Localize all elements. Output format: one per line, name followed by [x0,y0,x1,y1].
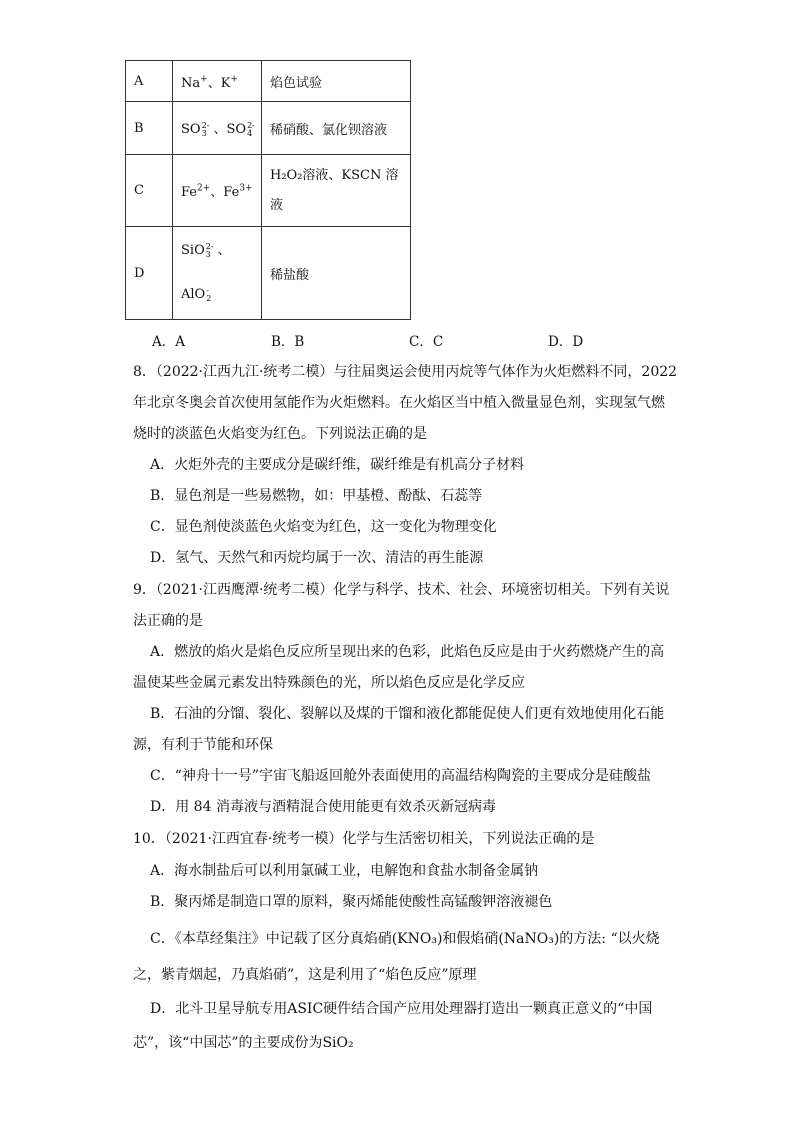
q9-option-a-cont: 温使某些金属元素发出特殊颜色的光，所以焰色反应是化学反应 [133,675,525,691]
option-label: B [126,102,173,155]
q8-stem-line: 8．（2022·江西九江·统考二模）与往届奥运会使用丙烷等气体作为火炬燃料不同，2022 [133,364,678,380]
q9-stem-line: 9．（2021·江西鹰潭·统考二模）化学与科学、技术、社会、环境密切相关。下列有关说 [133,582,670,598]
table-row [126,227,411,320]
q9-option-d: D．用 84 消毒液与酒精混合使用能更有效杀灭新冠病毒 [150,799,496,815]
q10-stem-line: 10．（2021·江西宜春·统考一模）化学与生活密切相关，下列说法正确的是 [133,831,595,847]
q9-option-a: A．燃放的焰火是焰色反应所呈现出来的色彩，此焰色反应是由于火药燃烧产生的高 [150,644,665,660]
q10-option-d: D．北斗卫星导航专用ASIC硬件结合国产应用处理器打造出一颗真正意义的“中国 [150,1001,653,1017]
reagent-line: H₂O₂溶液、KSCN 溶 [270,167,399,183]
option-label: A [126,61,173,102]
q10-option-c: C．《本草经集注》中记载了区分真焰硝(KNO₃)和假焰硝(NaNO₃)的方法: “以火烧 [150,931,660,947]
q9-stem-line: 法正确的是 [133,613,203,629]
q8-option-b: B．显色剂是一些易燃物，如：甲基橙、酚酞、石蕊等 [150,488,483,504]
choice-b: B．B [271,334,305,350]
q10-option-b: B．聚丙烯是制造口罩的原料，聚丙烯能使酸性高锰酸钾溶液褪色 [150,894,553,910]
q10-option-d-cont: 芯”，该“中国芯”的主要成份为SiO₂ [133,1035,354,1051]
table-row [126,102,411,155]
table-row [126,155,411,227]
q10-option-c-cont: 之，紫青烟起，乃真焰硝”，这是利用了“焰色反应”原理 [133,967,477,983]
reagent-cell: 稀盐酸 [262,227,411,320]
table-row [126,61,411,102]
reagent-line: 液 [270,197,284,213]
reagent-cell: 稀硝酸、氯化钡溶液 [262,102,411,155]
choice-d: D．D [548,334,584,350]
ion-cell: SO 2- 3 、SO 2- 4 [173,102,262,155]
choice-a: A．A [152,334,185,350]
q9-option-b-cont: 源，有利于节能和环保 [133,737,273,753]
q8-option-c: C．显色剂使淡蓝色火焰变为红色，这一变化为物理变化 [150,519,497,535]
choice-c: C．C [409,334,444,350]
q9-option-b: B．石油的分馏、裂化、裂解以及煤的干馏和液化都能促使人们更有效地使用化石能 [150,706,665,722]
ion-line: SiO 2- 3 、 [181,241,231,259]
reagent-cell [262,155,411,227]
ion-line: AlO - 2 [181,285,212,303]
ion-cell: Na+、K+ [173,61,262,102]
reagent-cell: 焰色试验 [262,61,411,102]
q9-option-c: C．“神舟十一号”宇宙飞船返回舱外表面使用的高温结构陶瓷的主要成分是硅酸盐 [150,768,652,784]
option-label: D [126,227,173,320]
q8-stem-line: 烧时的淡蓝色火焰变为红色。下列说法正确的是 [133,426,427,442]
q10-option-a: A．海水制盐后可以利用氯碱工业，电解饱和食盐水制备金属钠 [150,863,539,879]
ion-cell [173,227,262,320]
ion-cell: $Fe^{2+}$、$Fe^{3+}$ [173,155,262,227]
ion-test-table [125,60,411,320]
q8-option-a: A．火炬外壳的主要成分是碳纤维，碳纤维是有机高分子材料 [150,457,525,473]
option-label: C [126,155,173,227]
q8-stem-line: 年北京冬奥会首次使用氢能作为火炬燃料。在火焰区当中植入微量显色剂，实现氢气燃 [133,395,665,411]
q8-option-d: D．氢气、天然气和丙烷均属于一次、清洁的再生能源 [150,550,484,566]
